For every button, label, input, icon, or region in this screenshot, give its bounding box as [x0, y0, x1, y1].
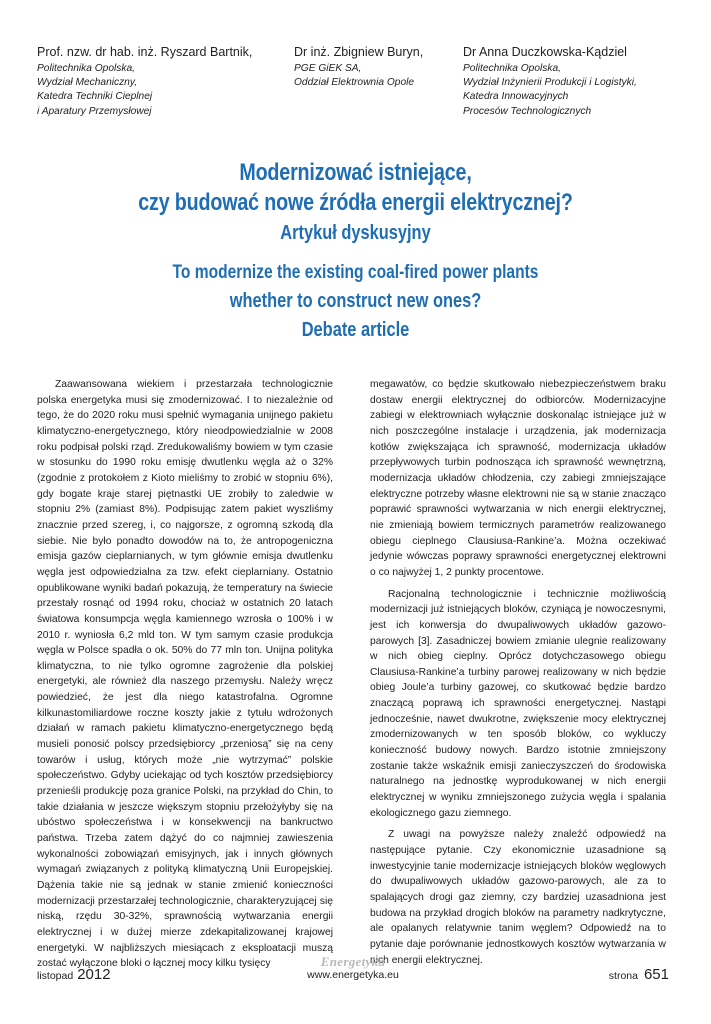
issue-month: listopad [37, 970, 74, 982]
author-affiliation-line: Politechnika Opolska, [463, 63, 561, 74]
author-name: Dr Anna Duczkowska-Kądziel [463, 45, 627, 59]
body-paragraph: megawatów, co będzie skutkowało niebezpieczeństwem braku dostaw energii elektrycznej do odbiorców. Modernizacyjne zabiegi w elektrowniach wyłącznie doskonaląc istniejące już w nich poszczególne instalacje i urządzenia, jak modernizacja kotłów zwiększająca ich sprawność, modernizacja układów przepływowych turbin podnosząca ich sprawność wewnętrzną, modernizacja układów chłodzenia, czy zabiegi zmniejszające elektryczne potrzeby własne elektrowni nie są w stanie znacząco poprawić sprawności wytwarzania w nich energii elektrycznej, nie zmieniają bowiem termicznych parametrów realizowanego obiegu cieplnego Clausiusa-Rankine’a. Można oczekiwać jedynie wówczas poprawy sprawności energetycznej elektrowni o co najwyżej 1, 2 punkty procentowe. [370, 379, 666, 578]
authors-block [37, 45, 687, 135]
author-bartnik [37, 45, 252, 119]
issue-year: 2012 [77, 966, 111, 983]
page-number: 651 [643, 966, 669, 983]
author-buryn [294, 45, 423, 90]
body-paragraph: Racjonalną technologicznie i technicznie możliwością modernizacji już istniejących bloków, czyniącą je nowoczesnymi, jest ich konwersja do dwupaliwowych układów gazowo-parowych [3]. Zasadniczej bowiem zmianie ulegnie realizowany w nich obieg cieplny. Oprócz dotychczasowego obiegu Clausiusa-Rankine’a turbiny parowej realizowany w nich będzie obieg Joule’a turbiny gazowej, co skutkować będzie bardzo znaczącą poprawą ich sprawności energetycznej. Nastąpi jednocześnie, nawet dwukrotne, zwiększenie mocy elektrycznej zmodernizowanych w ten sposób bloków, co wykluczy konieczność budowy nowych. Bardzo istotnie zmniejszony zostanie także wskaźnik emisji zanieczyszczeń do środowiska naturalnego na jednostkę wyprodukowanej w nich energii elektrycznej w wyniku zmniejszonego zużycia węgla i spalania ekologicznego gazu ziemnego. [370, 588, 666, 819]
title-pl-subtitle: Artykuł dyskusyjny [280, 222, 431, 244]
page-label: strona [608, 970, 638, 982]
title-block [0, 158, 711, 344]
title-pl-line1: Modernizować istniejące, [239, 159, 472, 186]
author-affiliation-line: Katedra Techniki Cieplnej [37, 91, 153, 103]
body-column-right [370, 377, 666, 968]
author-name: Dr inż. Zbigniew Buryn, [294, 45, 424, 59]
author-affiliation-line: Katedra Innowacyjnych [463, 91, 569, 103]
body-paragraph: Zaawansowana wiekiem i przestarzała technologicznie polska energetyka musi się zmodernizować. I to niezależnie od tego, że do 2020 roku musi spełnić wymagania unijnego pakietu klimatyczno-energetycznego, który nieodpowiedzialnie w 2008 roku podpisał polski rząd. Zredukowaliśmy bowiem w tym czasie w stosunku do 1990 roku emisję dwutlenku węgla aż o 32% (zgodnie z protokołem z Kioto mieliśmy to zrobić w stopniu 6%), gdy bogate kraje starej piętnastki UE zrobiły to zaledwie w stopniu 2% (zamiast 8%). Podpisując zatem pakiet wyszliśmy znacznie przed szereg, i, co najgorsze, z ogromną szkodą dla siebie. Nie było ponadto dowodów na to, że antropogeniczna emisja gazów cieplarnianych, w tym głównie emisja dwutlenku węgla jest odpowiedzialna za tzw. efekt cieplarniany. Ostatnio opublikowane wyniki badań pokazują, że temperatury na świecie przestały rosnąć od 1994 roku, chociaż w ostatnich 20 latach światowa konsumpcja węgla kamiennego wzrosła o 100% i w 2010 r. wyniosła 6,2 mld ton. W tym samym czasie produkcja węgla w Polsce spadła o ok. 50% do 77 mln ton. Unijna polityka klimatyczna, to nie tylko ogromne zagrożenie dla polskiej energetyki, ale również dla naszego przemysłu. Należy wręcz powiedzieć, że jest dla niego katastrofalna. Ogromne kilkunastomiliardowe roczne koszty jakie z tytułu wdrożonych działań w ramach pakietu klimatyczno-energetycznego będą musieli ponosić polscy przedsiębiorcy „przeniosą” się na ceny towarów i usług, których może „nie wytrzymać” polskie społeczeństwo. Gdyby uciekając od tych kosztów przedsiębiorcy przenieśli produkcję poza granice Polski, na przykład do Chin, to takie działania w jeszcze większym stopniu przełożyłyby się na ubóstwo społeczeństwa i w konsekwencji na bankructwo państwa. Trzeba zatem dążyć do co najmniej zawieszenia wykonalności zobowiązań emisyjnych, jak i innych głównych wymagań związanych z polityką klimatyczną Unii Europejskiej. Dążenia takie nie są jednak w stanie zmienić konieczności modernizacji przestarzałej technologicznie, charakteryzującej się niską, rzędu 30-32%, sprawnością wytwarzania energii elektrycznej i w dużej mierze zdekapitalizowanej krajowej energetyki. W najbliższych miesiącach z eksploatacji muszą zostać wyłączone bloki o łącznej mocy kilku tysięcy [37, 379, 333, 970]
body-paragraph: Z uwagi na powyższe należy znaleźć odpowiedź na następujące pytanie. Czy ekonomicznie uzasadnione są inwestycyjnie tanie modernizacje istniejących bloków węglowych do dwupaliwowych układów gazowo-parowych, ale za to spalających drogi gaz ziemny, czy bardziej uzasadniona jest budowa na przykład drogich bloków na parametry nadkrytyczne, ale opalanych relatywnie tanim węglem? Odpowiedź na to pytanie daje porównanie jednostkowych kosztów wytwarzania w nich energii elektrycznej. [370, 829, 666, 966]
body-column-left [37, 377, 333, 972]
author-affiliation-line: PGE GiEK SA, [294, 63, 362, 74]
title-pl-line2: czy budować nowe źródła energii elektrycznej? [138, 189, 573, 216]
title-en-line1: To modernize the existing coal-fired power plants [172, 262, 539, 283]
author-affiliation-line: Politechnika Opolska, [37, 63, 135, 74]
author-affiliation-line: Oddział Elektrownia Opole [294, 77, 415, 89]
journal-logo: Energetyka [320, 954, 386, 969]
title-en-subtitle: Debate article [301, 319, 410, 341]
author-affiliation-line: Wydział Mechaniczny, [37, 77, 138, 89]
author-affiliation-line: Wydział Inżynierii Produkcji i Logistyki, [463, 77, 637, 89]
author-affiliation-line: i Aparatury Przemysłowej [37, 105, 152, 117]
title-en-line2: whether to construct new ones? [229, 290, 482, 312]
author-affiliation-line: Procesów Technologicznych [463, 105, 592, 117]
author-name: Prof. nzw. dr hab. inż. Ryszard Bartnik, [37, 45, 253, 59]
journal-url: www.energetyka.eu [307, 969, 399, 981]
page-number-block [609, 966, 669, 984]
author-duczkowska [463, 45, 637, 119]
page-footer [37, 954, 669, 994]
